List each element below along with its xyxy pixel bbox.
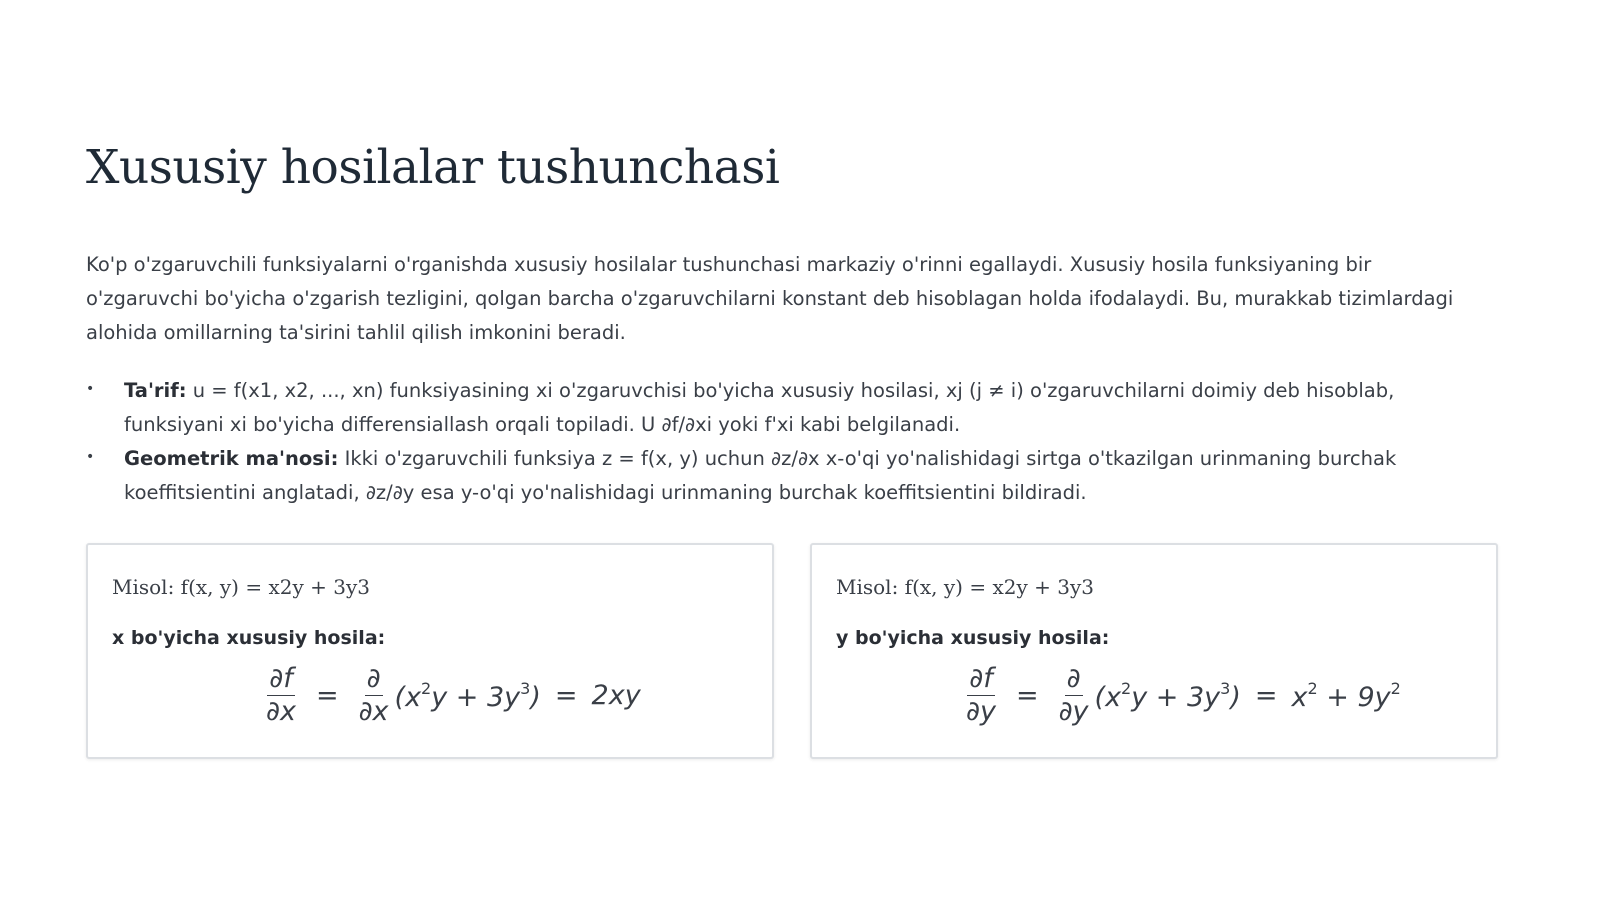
result-part: x xyxy=(1291,681,1308,713)
expr-part: ) xyxy=(530,681,541,713)
exponent: 3 xyxy=(1220,678,1231,698)
bullet-term: Ta'rif: xyxy=(124,379,187,402)
fraction-numerator: ∂f xyxy=(269,663,293,694)
equals-sign: = xyxy=(315,680,339,711)
intro-paragraph: Ko'p o'zgaruvchili funksiyalarni o'rganishda xususiy hosilalar tushunchasi markaziy o'rinni egallaydi. Xususiy hosila funksiyaning bir o'zgaruvchi bo'yicha o'zgarish tezligini, qolgan barcha o'zgaruvchilarni konstant deb hisoblagan holda ifodalaydi. Bu, murakkab tizimlardagi alohida omillarning ta'sirini tahlil qilish imkonini beradi. xyxy=(86,253,1454,344)
exponent: 2 xyxy=(1390,678,1401,698)
function-expression xyxy=(395,679,541,713)
expr-part: y + 3y xyxy=(431,681,521,713)
fraction-operator xyxy=(357,663,391,728)
expr-part: ) xyxy=(1230,681,1241,713)
exponent: 2 xyxy=(1307,678,1318,698)
derivative-formula xyxy=(960,663,1401,728)
page-title: Xususiy hosilalar tushunchasi xyxy=(86,140,780,195)
fraction-lhs xyxy=(964,663,998,728)
equals-sign: = xyxy=(1015,680,1039,711)
bullet-geometric-meaning xyxy=(86,442,1496,510)
fraction-denominator: ∂y xyxy=(966,696,996,727)
function-expression xyxy=(1095,679,1241,713)
bullet-definition xyxy=(86,374,1496,442)
bullet-dot-icon: • xyxy=(86,381,95,397)
fraction-denominator: ∂y xyxy=(1058,696,1089,727)
fraction-numerator: ∂ xyxy=(366,663,381,694)
bullet-dot-icon: • xyxy=(86,449,95,465)
exponent: 2 xyxy=(1121,678,1132,698)
example-function: Misol: f(x, y) = x2y + 3y3 xyxy=(836,575,1094,599)
bullet-text: Ikki o'zgaruvchili funksiya z = f(x, y) uchun ∂z/∂x x-o'qi yo'nalishidagi sirtga o'tkazilgan urinmaning burchak koeffitsientini anglatadi, ∂z/∂y esa y-o'qi yo'nalishidagi urinmaning burchak koeffitsientini bildiradi. xyxy=(124,447,1397,504)
fraction-denominator: ∂x xyxy=(358,696,389,727)
fraction-operator xyxy=(1057,663,1091,728)
fraction-lhs xyxy=(264,663,298,728)
derivative-formula xyxy=(260,663,641,728)
example-card-y xyxy=(810,543,1498,759)
example-card-x xyxy=(86,543,774,759)
expr-part: (x xyxy=(1094,681,1122,713)
exponent: 3 xyxy=(520,678,531,698)
equals-sign: = xyxy=(1254,680,1278,711)
bullet-term: Geometrik ma'nosi: xyxy=(124,447,339,470)
example-function: Misol: f(x, y) = x2y + 3y3 xyxy=(112,575,370,599)
card-subtitle: y bo'yicha xususiy hosila: xyxy=(836,627,1110,649)
result: 2xy xyxy=(591,680,641,711)
fraction-numerator: ∂f xyxy=(969,663,993,694)
expr-part: (x xyxy=(394,681,422,713)
card-subtitle: x bo'yicha xususiy hosila: xyxy=(112,627,386,649)
expr-part: y + 3y xyxy=(1131,681,1221,713)
bullet-text: u = f(x1, x2, ..., xn) funksiyasining xi o'zgaruvchisi bo'yicha xususiy hosilasi, xj (j ≠ i) o'zgaruvchilarni doimiy deb hisoblab, funksiyani xi bo'yicha differensiallash orqali topiladi. U ∂f/∂xi yoki f'xi kabi belgilanadi. xyxy=(124,379,1395,436)
result-part: + 9y xyxy=(1317,681,1391,713)
exponent: 2 xyxy=(421,678,432,698)
result xyxy=(1292,679,1401,713)
equals-sign: = xyxy=(554,680,578,711)
fraction-denominator: ∂x xyxy=(266,696,296,727)
fraction-numerator: ∂ xyxy=(1066,663,1081,694)
bullet-list xyxy=(86,374,1496,510)
